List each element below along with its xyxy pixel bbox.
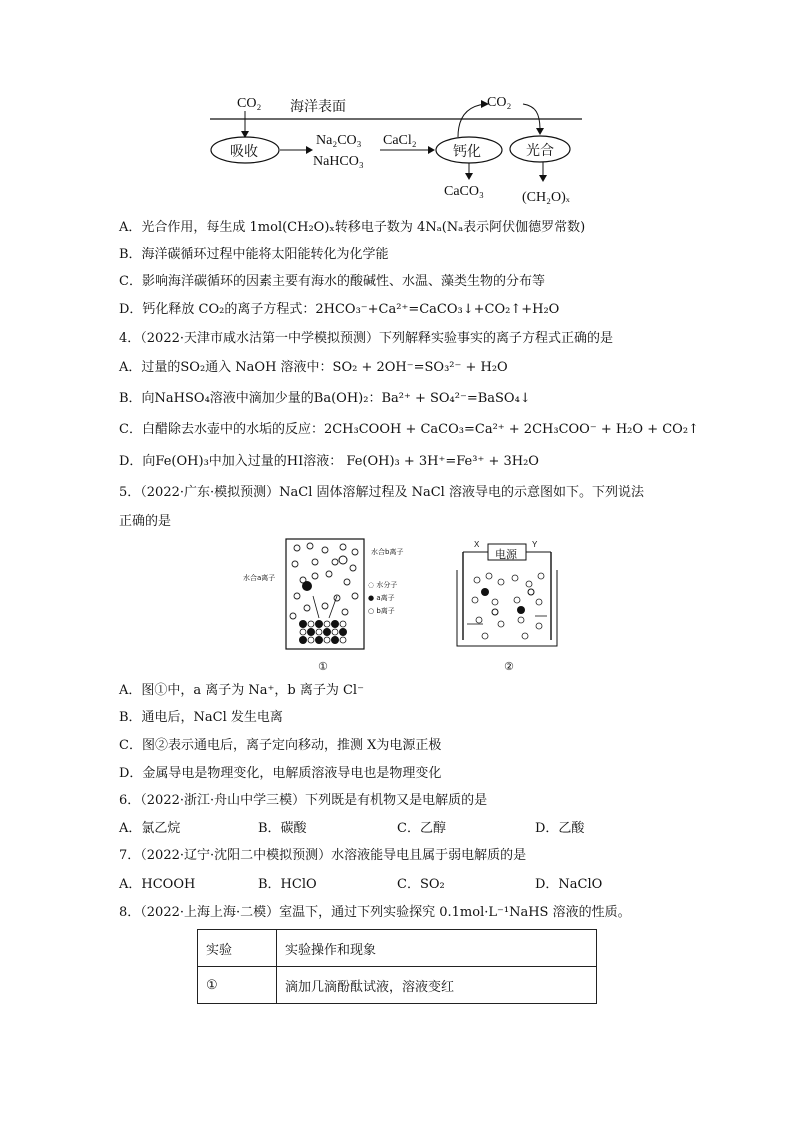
q5-stem-line2: 正确的是 — [119, 514, 172, 529]
q7-option-a: A．HCOOH — [119, 877, 196, 892]
caco3-product-label: CaCO₃ — [444, 184, 484, 199]
q5-option-d: D．金属导电是物理变化，电解质溶液导电也是物理变化 — [119, 766, 442, 781]
q4-stem: 4．（2022·天津市咸水沽第一中学模拟预测）下列解释实验事实的离子方程式正确的是 — [119, 331, 613, 346]
co2-output-label: CO₂ — [487, 95, 512, 110]
cell-experiment-id: ① — [198, 967, 277, 1004]
q7-stem: 7．（2022·辽宁·沈阳二中模拟预测）水溶液能导电且属于弱电解质的是 — [119, 848, 527, 863]
q5-option-b: B．通电后，NaCl 发生电离 — [119, 710, 283, 725]
q3-option-d: D．钙化释放 CO₂的离子方程式：2HCO₃⁻+Ca²⁺=CaCO₃↓+CO₂↑+H₂O — [119, 302, 560, 317]
dissolving-beaker — [285, 538, 365, 650]
label-hydrated-a-ion: 水合a离子 — [243, 574, 276, 582]
electrode-y-label: Y — [532, 540, 538, 549]
q5-stem-line1: 5．（2022·广东·模拟预测）NaCl 固体溶解过程及 NaCl 溶液导电的示意图如下。下列说法 — [119, 485, 644, 500]
q3-option-b: B．海洋碳循环过程中能将太阳能转化为化学能 — [119, 247, 389, 262]
q4-option-d: D．向Fe(OH)₃中加入过量的HI溶液： Fe(OH)₃ + 3H⁺=Fe³⁺ + 3H₂O — [119, 454, 539, 469]
co2-input-label: CO₂ — [237, 96, 262, 111]
q3-option-a: A．光合作用，每生成 1mol(CH₂O)ₓ转移电子数为 4Nₐ(Nₐ表示阿伏伽德罗常数) — [119, 220, 586, 235]
electrode-x-label: X — [474, 540, 480, 549]
q4-option-c: C．白醋除去水壶中的水垢的反应：2CH₃COOH + CaCO₃=Ca²⁺ + 2CH₃COO⁻ + H₂O + CO₂↑ — [119, 422, 699, 437]
q6-stem: 6．（2022·浙江·舟山中学三模）下列既是有机物又是电解质的是 — [119, 793, 488, 808]
q5-option-a: A．图①中，a 离子为 Na⁺，b 离子为 Cl⁻ — [119, 683, 364, 698]
sea-surface-label: 海洋表面 — [290, 99, 346, 115]
q3-option-c: C．影响海洋碳循环的因素主要有海水的酸碱性、水温、藻类生物的分布等 — [119, 274, 545, 289]
q8-stem: 8．（2022·上海上海·二模）室温下，通过下列实验探究 0.1mol·L⁻¹NaHS 溶液的性质。 — [119, 905, 631, 920]
q7-option-c: C．SO₂ — [397, 877, 445, 892]
hollow-circle-icon: ○ — [368, 607, 375, 615]
q4-option-b: B．向NaHSO₄溶液中滴加少量的Ba(OH)₂：Ba²⁺ + SO₄²⁻=BaSO₄↓ — [119, 391, 531, 406]
label-hydrated-b-ion: 水合b离子 — [371, 548, 404, 556]
header-experiment: 实验 — [198, 930, 277, 967]
water-molecule-icon: ◌ — [368, 581, 375, 589]
photosynthesis-node: 光合 — [526, 143, 554, 159]
legend-b-ion: ○ b离子 — [368, 607, 395, 615]
experiment-table — [197, 929, 597, 1004]
filled-circle-icon: ● — [368, 594, 375, 602]
q5-option-c: C．图②表示通电后，离子定向移动，推测 X为电源正极 — [119, 738, 442, 753]
q6-option-b: B．碳酸 — [258, 821, 307, 836]
table-header-row — [198, 930, 597, 967]
q7-option-b: B．HClO — [258, 877, 317, 892]
calcify-node: 钙化 — [453, 144, 481, 160]
legend-a-ion: ● a离子 — [368, 594, 395, 602]
table-row — [198, 967, 597, 1004]
figure-1-caption: ① — [318, 660, 328, 673]
legend-water-molecule: ◌ 水分子 — [368, 581, 398, 589]
figure-2-caption: ② — [504, 660, 514, 673]
absorb-node: 吸收 — [230, 144, 258, 160]
q6-option-c: C．乙醇 — [397, 821, 446, 836]
q6-option-a: A．氯乙烷 — [119, 821, 181, 836]
ch2o-product-label: (CH₂O)ₓ — [522, 190, 570, 205]
salt-label-na2co3: Na₂CO₃ — [316, 133, 362, 148]
power-source-label: 电源 — [495, 548, 517, 561]
q7-option-d: D．NaClO — [535, 877, 603, 892]
salt-label-nahco3: NaHCO₃ — [313, 154, 364, 169]
q6-option-d: D．乙酸 — [535, 821, 585, 836]
reagent-label: CaCl₂ — [383, 133, 417, 148]
cell-operation: 滴加几滴酚酞试液，溶液变红 — [277, 967, 597, 1004]
header-operation: 实验操作和现象 — [277, 930, 597, 967]
q4-option-a: A．过量的SO₂通入 NaOH 溶液中：SO₂ + 2OH⁻=SO₃²⁻ + H₂O — [119, 360, 508, 375]
